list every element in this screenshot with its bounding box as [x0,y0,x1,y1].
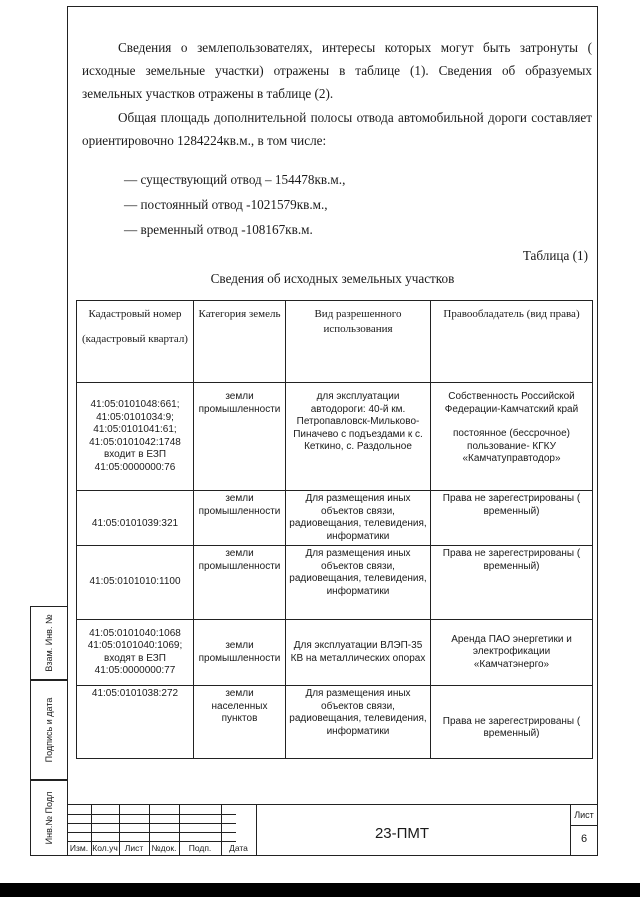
cell-cadastral: 41:05:0101010:1100 [77,546,194,620]
intro-paragraph-1: Сведения о землепользователях, интересы которых могут быть затронуты ( исходные земельные участки) отражены в таблице (1). Сведения об образуемых земельных участков отражены в таблице (2). [82,40,592,101]
table-row [77,383,593,491]
cell-category: земли промышленности [194,383,286,491]
header-cadastral: Кадастровый номер (кадастровый квартал) [77,301,194,383]
table-row [77,491,593,546]
cell-owner: Права не зарегестрированы ( временный) [431,546,593,620]
cell-owner: Собственность Российской Федерации-Камчатский край постоянное (бессрочное) пользование- КГКУ «Камчатуправтодор» [431,383,593,491]
table-row [77,686,593,759]
cell-cadastral: 41:05:0101039:321 [77,491,194,546]
cell-use: Для размещения иных объектов связи, радиовещания, телевидения, информатики [286,491,431,546]
cell-use: Для размещения иных объектов связи, радиовещания, телевидения, информатики [286,686,431,759]
stamp-col-sheet: Лист [124,843,144,853]
cell-owner: Аренда ПАО энергетики и электрофикации «Камчатэнерго» [431,620,593,686]
cell-category: земли промышленности [194,546,286,620]
header-category: Категория земель [194,301,286,383]
side-label-replace-inv: Взам. Инв. № [44,614,54,672]
stamp-col-change: Изм. [69,843,89,853]
sheet-label: Лист [574,810,594,820]
cell-cadastral: 41:05:0101048:661; 41:05:0101034:9; 41:05:0101041:61; 41:05:0101042:1748 входит в ЕЗП 41:05:0000000:76 [77,383,194,491]
table-header-row [77,301,593,383]
header-owner: Правообладатель (вид права) [431,301,593,383]
bullet-temporary: — временный отвод -108167кв.м. [124,222,313,237]
document-code: 23-ПМТ [374,825,430,842]
bullet-permanent: — постоянный отвод -1021579кв.м., [124,197,328,212]
cell-owner: Права не зарегестрированы ( временный) [431,491,593,546]
header-use: Вид разрешенного использования [286,301,431,383]
intro-paragraph-2: Общая площадь дополнительной полосы отвода автомобильной дороги составляет ориентировочно 1284224кв.м., в том числе: [82,110,592,148]
sheet-number: 6 [580,833,588,845]
side-label-inv-orig: Инв.№ Подл [44,791,54,845]
table-label: Таблица (1) [522,248,588,263]
cell-cadastral: 41:05:0101040:1068 41:05:0101040:1069; входят в ЕЗП 41:05:0000000:77 [77,620,194,686]
title-block [67,804,598,856]
stamp-col-signature: Подп. [188,843,212,853]
table-title: Сведения об исходных земельных участков [210,271,455,286]
cell-category: земли промышленности [194,491,286,546]
stamp-col-count: Кол.уч [92,843,118,853]
stamp-col-date: Дата [229,843,248,853]
cell-use: для эксплуатации автодороги: 40-й км. Петропавловск-Мильково-Пиначево с подъездами к с. Кеткино, с. Раздольное [286,383,431,491]
side-box-signature [30,680,67,780]
cell-cadastral: 41:05:0101038:272 [77,686,194,759]
land-plots-table [76,300,593,759]
scan-border-bar [0,883,640,897]
cell-owner: Права не зарегестрированы ( временный) [431,686,593,759]
cell-use: Для эксплуатации ВЛЭП-35 КВ на металлических опорах [286,620,431,686]
cell-use: Для размещения иных объектов связи, радиовещания, телевидения, информатики [286,546,431,620]
side-box-replace-inv [30,606,67,680]
side-label-signature: Подпись и дата [44,697,54,763]
table-row [77,620,593,686]
stamp-col-doc: №док. [151,843,177,853]
cell-category: земли промышленности [194,620,286,686]
bullet-existing: — существующий отвод – 154478кв.м., [124,172,346,187]
side-box-inv-orig [30,780,67,856]
cell-category: земли населенных пунктов [194,686,286,759]
table-row [77,546,593,620]
